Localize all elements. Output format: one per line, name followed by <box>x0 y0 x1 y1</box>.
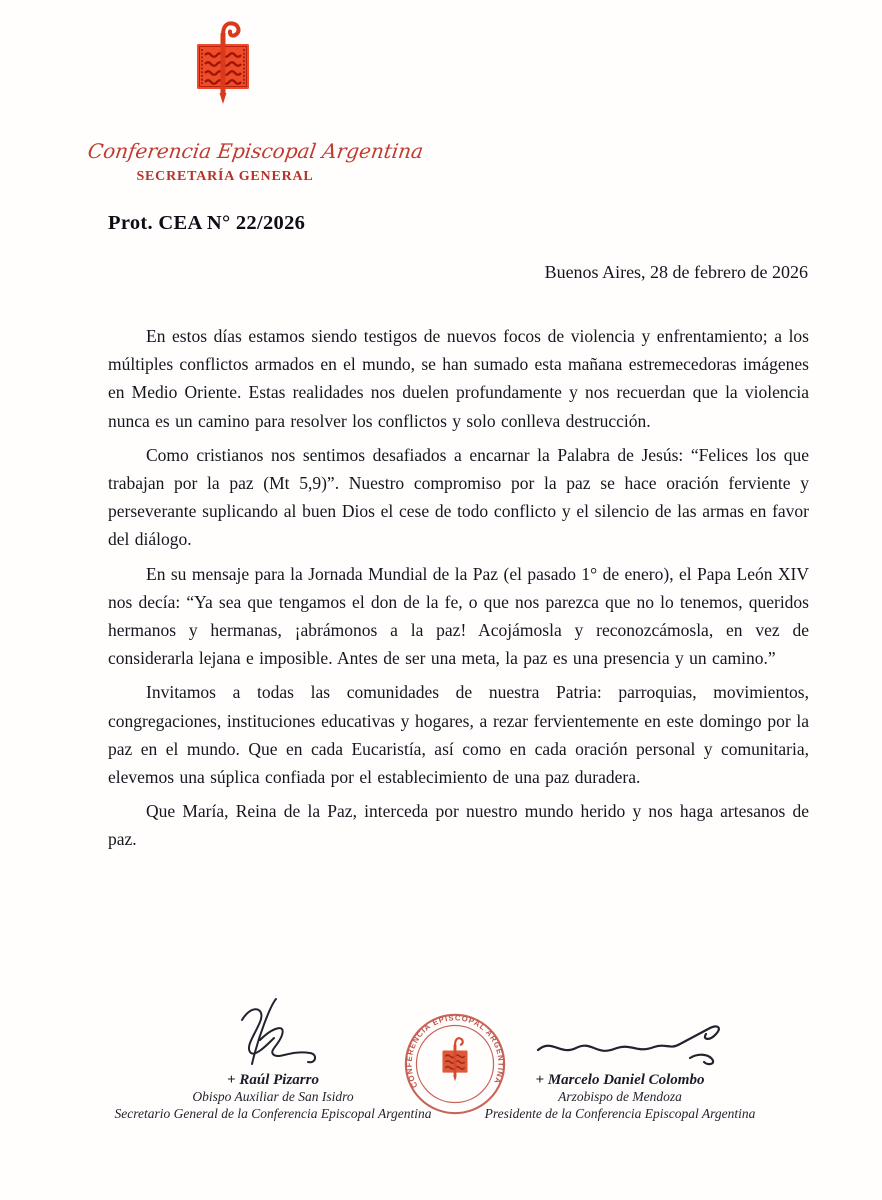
signature-block-left <box>108 1072 438 1122</box>
paragraph-2: Como cristianos nos sentimos desafiados a encarnar la Palabra de Jesús: “Felices los que trabajan por la paz (Mt 5,9)”. Nuestro compromiso por la paz se hace oración ferviente y perseverante suplicando al buen Dios el cese de todo conflicto y el silencio de las armas en favor del diálogo. <box>108 444 809 550</box>
signature-block-right <box>455 1072 785 1122</box>
paragraph-5: Que María, Reina de la Paz, interceda por nuestro mundo herido y nos haga artesanos de paz. <box>108 801 809 850</box>
cea-crosier-logo-icon <box>190 21 256 105</box>
dateline: Buenos Aires, 28 de febrero de 2026 <box>544 262 808 282</box>
paragraph-1: En estos días estamos siendo testigos de nuevos focos de violencia y enfrentamiento; a los múltiples conflictos armados en el mundo, se han sumado esta mañana estremecedoras imágenes en Medio Oriente. Estas realidades nos duelen profundamente y nos recuerdan que la violencia nunca es un camino para resolver los conflictos y solo conlleva destrucción. <box>108 326 809 431</box>
org-name: Conferencia Episcopal Argentina <box>86 139 425 163</box>
signer-right-name: + Marcelo Daniel Colombo <box>535 1072 705 1088</box>
signer-right-title2: Presidente de la Conferencia Episcopal Argentina <box>484 1105 756 1121</box>
paragraph-4: Invitamos a todas las comunidades de nuestra Patria: parroquias, movimientos, congregaciones, instituciones educativas y hogares, a rezar fervientemente en este domingo por la paz en el mundo. Que en cada Eucaristía, así como en cada oración personal y comunitaria, elevemos una súplica confiada por el establecimiento de una paz duradera. <box>108 682 809 788</box>
signer-left-name: + Raúl Pizarro <box>227 1072 319 1088</box>
protocol-number: Prot. CEA N° 22/2026 <box>108 212 306 234</box>
signer-left-title2: Secretario General de la Conferencia Episcopal Argentina <box>114 1105 432 1121</box>
signer-left-title1: Obispo Auxiliar de San Isidro <box>192 1089 354 1104</box>
secretaria-general-label: SECRETARÍA GENERAL <box>136 169 314 184</box>
signer-right-title1: Arzobispo de Mendoza <box>558 1089 682 1104</box>
pizarro-signature-image <box>224 994 330 1072</box>
colombo-signature-image <box>532 1016 737 1070</box>
paragraph-3: En su mensaje para la Jornada Mundial de la Paz (el pasado 1° de enero), el Papa León XIV nos decía: “Ya sea que tengamos el don de la fe, o que nos parezca que no lo tenemos, queridos hermanos y hermanas, ¡abrámonos a la paz! Acojámosla y reconozcámosla, en vez de considerarla lejana e imposible. Antes de ser una meta, la paz es una presencia y un camino.” <box>108 563 809 669</box>
letter-body <box>108 322 809 860</box>
svg-text:CONFERENCIA EPISCOPAL ARGENTIN: CONFERENCIA EPISCOPAL ARGENTINA <box>404 1013 506 1090</box>
